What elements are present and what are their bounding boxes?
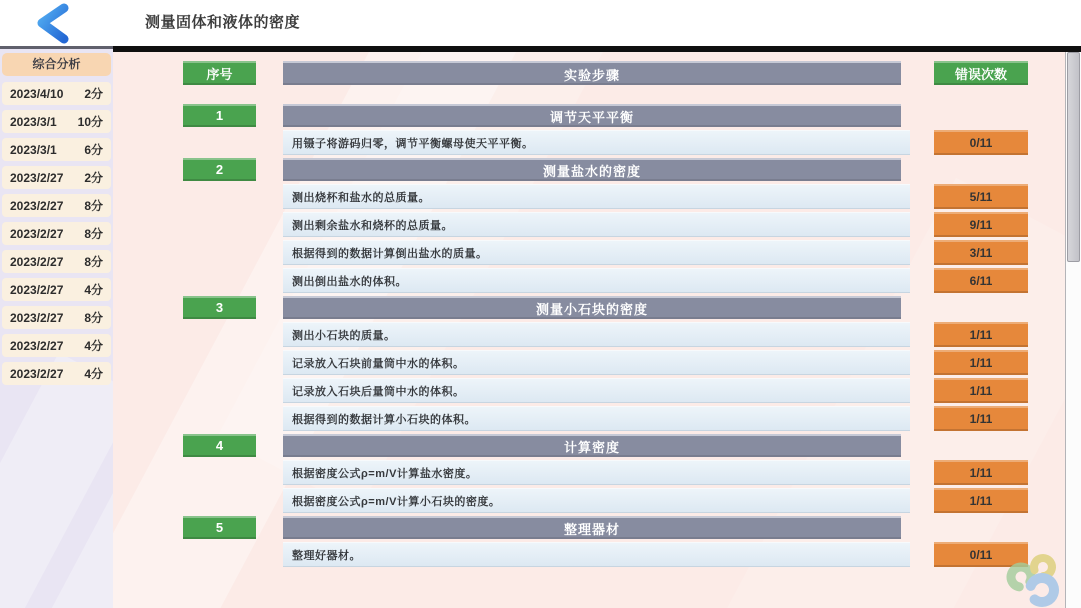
analysis-record-item[interactable] <box>2 194 111 217</box>
error-count-badge: 1/11 <box>934 406 1028 431</box>
record-date: 2023/3/1 <box>10 114 57 129</box>
record-score: 4分 <box>84 367 103 381</box>
record-date: 2023/4/10 <box>10 86 64 101</box>
step-description: 测出倒出盐水的体积。 <box>283 268 910 293</box>
error-count-badge: 9/11 <box>934 212 1028 237</box>
section-header-row <box>113 158 1081 181</box>
record-score: 8分 <box>84 199 103 213</box>
step-description: 用镊子将游码归零，调节平衡螺母使天平平衡。 <box>283 130 910 155</box>
section-number-badge: 5 <box>183 516 256 539</box>
error-count-badge: 0/11 <box>934 130 1028 155</box>
step-description: 记录放入石块前量筒中水的体积。 <box>283 350 910 375</box>
section-title-bar: 计算密度 <box>283 434 901 457</box>
step-row <box>113 542 1081 567</box>
error-count-badge: 1/11 <box>934 488 1028 513</box>
section-title-bar: 测量小石块的密度 <box>283 296 901 319</box>
step-description: 整理好器材。 <box>283 542 910 567</box>
step-description: 测出剩余盐水和烧杯的总质量。 <box>283 212 910 237</box>
table-body <box>113 104 1081 567</box>
section-number-badge: 1 <box>183 104 256 127</box>
record-score: 6分 <box>84 143 103 157</box>
record-date: 2023/2/27 <box>10 338 64 353</box>
error-count-badge: 3/11 <box>934 240 1028 265</box>
step-row <box>113 212 1081 237</box>
analysis-record-item[interactable] <box>2 138 111 161</box>
section-title-bar: 调节天平平衡 <box>283 104 901 127</box>
column-header-steps: 实验步骤 <box>283 61 901 85</box>
record-score: 10分 <box>77 115 103 129</box>
section-header-row <box>113 296 1081 319</box>
error-count-badge: 0/11 <box>934 542 1028 567</box>
section-header-row <box>113 434 1081 457</box>
record-date: 2023/2/27 <box>10 282 64 297</box>
analysis-record-item[interactable] <box>2 362 111 385</box>
step-description: 测出小石块的质量。 <box>283 322 910 347</box>
column-header-index: 序号 <box>183 61 256 85</box>
step-row <box>113 130 1081 155</box>
section-title-bar: 测量盐水的密度 <box>283 158 901 181</box>
error-count-badge: 1/11 <box>934 350 1028 375</box>
record-date: 2023/2/27 <box>10 366 64 381</box>
step-row <box>113 488 1081 513</box>
section-header-row <box>113 104 1081 127</box>
step-description: 根据得到的数据计算小石块的体积。 <box>283 406 910 431</box>
analysis-record-item[interactable] <box>2 222 111 245</box>
analysis-record-item[interactable] <box>2 306 111 329</box>
section-header-row <box>113 516 1081 539</box>
section-number-badge: 4 <box>183 434 256 457</box>
page-title: 测量固体和液体的密度 <box>145 14 301 31</box>
error-count-badge: 6/11 <box>934 268 1028 293</box>
experiment-table <box>113 61 1081 567</box>
record-date: 2023/2/27 <box>10 226 64 241</box>
step-description: 根据得到的数据计算倒出盐水的质量。 <box>283 240 910 265</box>
step-description: 记录放入石块后量筒中水的体积。 <box>283 378 910 403</box>
step-row <box>113 322 1081 347</box>
record-score: 4分 <box>84 339 103 353</box>
analysis-record-item[interactable] <box>2 166 111 189</box>
main-panel <box>113 45 1081 608</box>
table-header-row <box>113 61 1081 85</box>
step-row <box>113 378 1081 403</box>
scrollbar-thumb[interactable] <box>1067 52 1080 262</box>
step-row <box>113 184 1081 209</box>
record-score: 2分 <box>84 87 103 101</box>
record-score: 4分 <box>84 283 103 297</box>
error-count-badge: 5/11 <box>934 184 1028 209</box>
record-score: 8分 <box>84 227 103 241</box>
step-description: 根据密度公式ρ=m/V计算小石块的密度。 <box>283 488 910 513</box>
title-bar <box>0 0 1081 46</box>
record-date: 2023/2/27 <box>10 310 64 325</box>
analysis-record-item[interactable] <box>2 82 111 105</box>
analysis-record-item[interactable] <box>2 250 111 273</box>
section-number-badge: 3 <box>183 296 256 319</box>
step-description: 根据密度公式ρ=m/V计算盐水密度。 <box>283 460 910 485</box>
analysis-record-item[interactable] <box>2 334 111 357</box>
step-row <box>113 350 1081 375</box>
record-date: 2023/2/27 <box>10 254 64 269</box>
chevron-left-icon <box>33 2 75 44</box>
section-number-badge: 2 <box>183 158 256 181</box>
record-date: 2023/2/27 <box>10 198 64 213</box>
record-date: 2023/2/27 <box>10 170 64 185</box>
step-row <box>113 240 1081 265</box>
error-count-badge: 1/11 <box>934 460 1028 485</box>
brand-logo <box>1002 550 1064 608</box>
section-title-bar: 整理器材 <box>283 516 901 539</box>
analysis-record-item[interactable] <box>2 278 111 301</box>
step-description: 测出烧杯和盐水的总质量。 <box>283 184 910 209</box>
record-score: 8分 <box>84 255 103 269</box>
scrollbar[interactable] <box>1065 52 1081 608</box>
sidebar <box>0 46 113 608</box>
step-row <box>113 406 1081 431</box>
step-row <box>113 460 1081 485</box>
analysis-record-item[interactable] <box>2 110 111 133</box>
column-header-errors: 错误次数 <box>934 61 1028 85</box>
record-date: 2023/3/1 <box>10 142 57 157</box>
step-row <box>113 268 1081 293</box>
error-count-badge: 1/11 <box>934 378 1028 403</box>
record-score: 2分 <box>84 171 103 185</box>
sidebar-tab-analysis[interactable]: 综合分析 <box>2 53 111 76</box>
error-count-badge: 1/11 <box>934 322 1028 347</box>
record-score: 8分 <box>84 311 103 325</box>
sidebar-record-list <box>0 82 113 385</box>
back-button[interactable] <box>33 2 75 44</box>
